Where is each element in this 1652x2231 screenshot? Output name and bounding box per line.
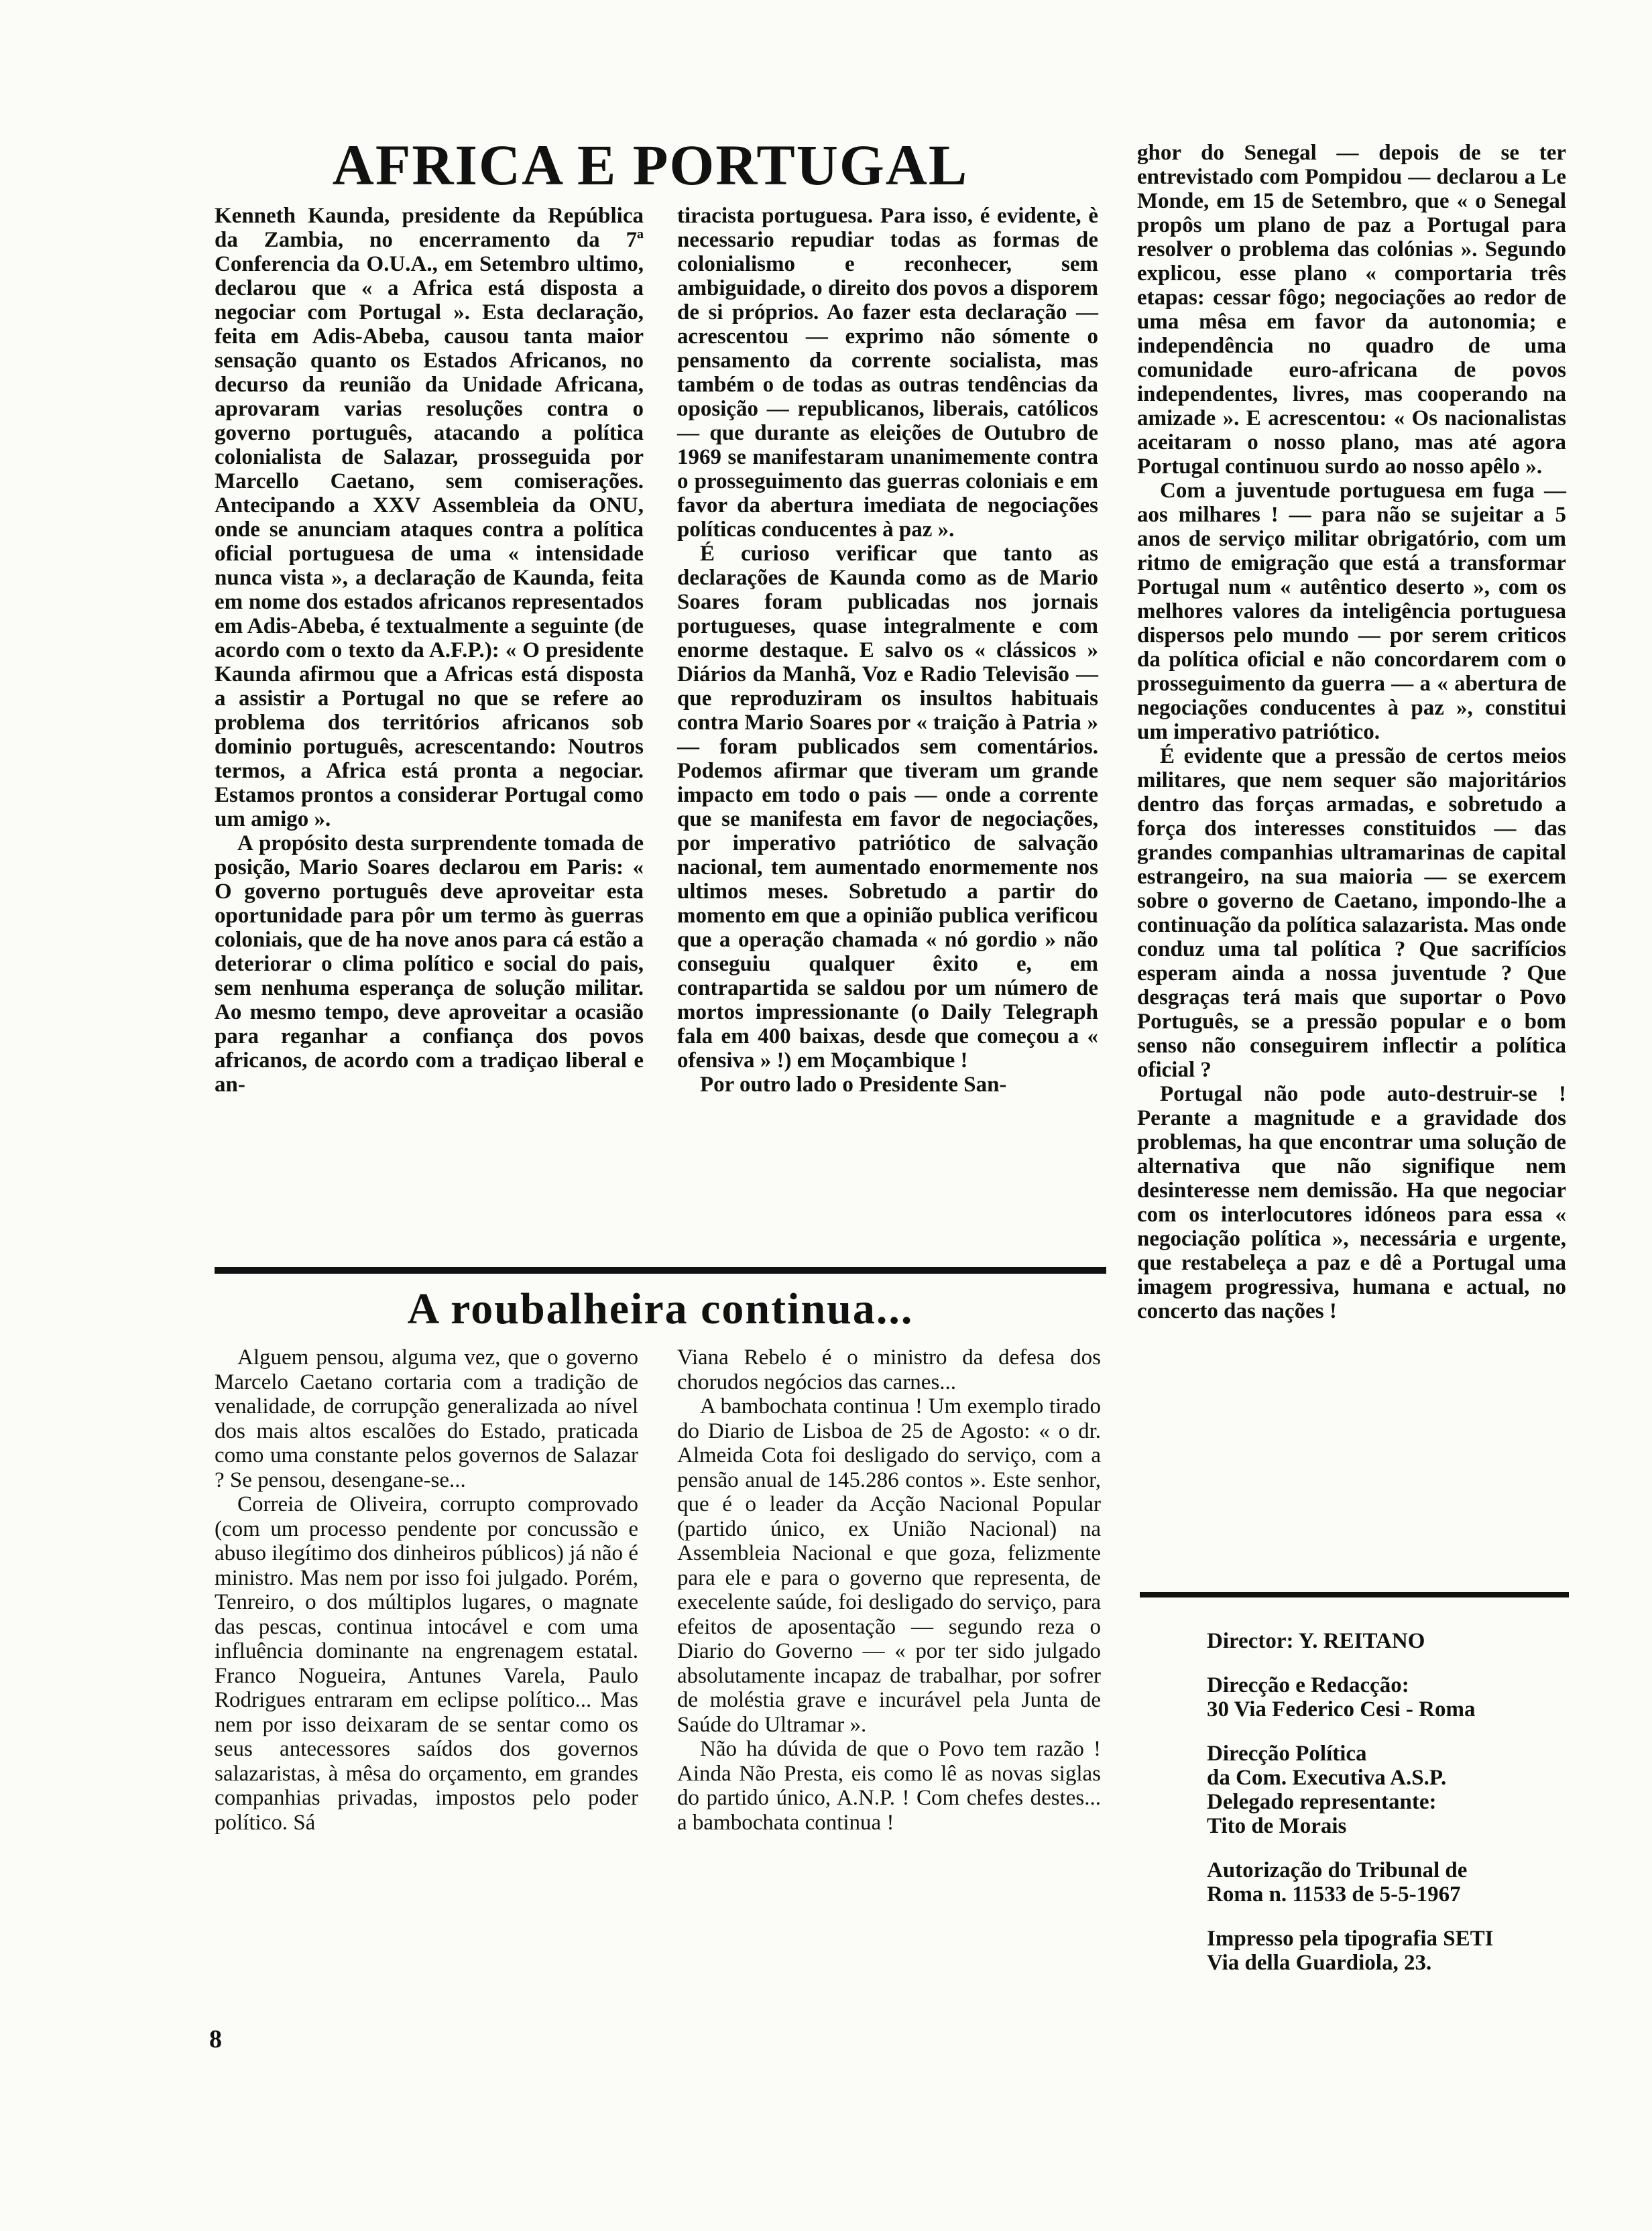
paragraph: ghor do Senegal — depois de se ter entrevistado com Pompidou — declarou a Le Monde, em 15 de Setembro, que « o Senegal propôs um plano de paz a Portugal para resolver o problema das colónias ». Segundo explicou, esse plano « comportaria três etapas: cessar fôgo; negociações ao redor de uma mêsa em favor da autonomia; e independência no quadro de uma comunidade euro-africana de povos independentes, livres, mas cooperando na amizade ». E acrescentou: « Os nacionalistas aceitaram o nosso plano, mas até agora Portugal continuou surdo ao nosso apêlo ». (1137, 141, 1566, 479)
politica-line: Direcção Política (1207, 1742, 1367, 1766)
masthead-divider (1140, 1592, 1569, 1597)
direccao-label: Direcção e Redacção: (1207, 1673, 1409, 1697)
politica-line: da Com. Executiva A.S.P. (1207, 1766, 1447, 1790)
autorizacao-line: Roma n. 11533 de 5-5-1967 (1207, 1882, 1461, 1907)
article-column-2 (677, 1345, 1101, 1835)
article-headline: AFRICA E PORTUGAL (332, 133, 969, 197)
page-number: 8 (209, 2025, 222, 2053)
paragraph: Portugal não pode auto-destruir-se ! Perante a magnitude e a gravidade dos problemas, ha que encontrar uma solução de alternativa que não signifique nem desinteresse nem demissão. Ha que negociar com os interlocutores idóneos para essa « negociação política », necessária e urgente, que restabeleça a paz e dê a Portugal uma imagem progressiva, humana e actual, no concerto das nações ! (1137, 1082, 1566, 1323)
paragraph: Com a juventude portuguesa em fuga — aos milhares ! — para não se sujeitar a 5 anos de serviço militar obrigatório, com um ritmo de emigração que está a transformar Portugal num « autêntico deserto », com os melhores valores da inteligência portuguesa dispersos pelo mundo — por serem criticos da política oficial e não concordarem com o prosseguimento da guerra — a « abertura de negociações conducentes à paz », constitui um imperativo patriótico. (1137, 479, 1566, 744)
autorizacao-line: Autorização do Tribunal de (1207, 1858, 1468, 1882)
paragraph: É evidente que a pressão de certos meios militares, que nem sequer são majoritários dentro das forças armadas, e sobretudo a força dos interesses constituidos — das grandes companhias ultramarinas de capital estrangeiro, na sua maioria — se exercem sobre o governo de Caetano, impondo-lhe a continuação da política salazarista. Mas onde conduz uma tal política ? Que sacrifícios esperam ainda a nossa juventude ? Que desgraças terá mais que suportar o Povo Português, se a pressão popular e o bom senso não conseguirem inflectir a política oficial ? (1137, 744, 1566, 1082)
paragraph: Não ha dúvida de que o Povo tem razão ! Ainda Não Presta, eis como lê as novas siglas do partido único, A.N.P. ! Com chefes destes... a bambochata continua ! (677, 1737, 1101, 1835)
paragraph: É curioso verificar que tanto as declarações de Kaunda como as de Mario Soares foram publicadas nos jornais portugueses, quase integralmente e com enorme destaque. E salvo os « clássicos » Diários da Manhã, Voz e Radio Televisão — que reproduziram os insultos habituais contra Mario Soares por « traição à Patria » — foram publicados sem comentários. Podemos afirmar que tiveram um grande impacto em todo o pais — onde a corrente que se manifesta em favor de negociações, por imperativo patriótico de salvação nacional, tem aumentado enormemente nos ultimos meses. Sobretudo a partir do momento em que a opinião publica verificou que a operação chamada « nó gordio » não conseguiu qualquer êxito e, em contrapartida se saldou por um número de mortos impressionante (o Daily Telegraph fala em 400 baixas, desde que começou a « ofensiva » !) em Moçambique ! (677, 542, 1098, 1073)
paragraph: A bambochata continua ! Um exemplo tirado do Diario de Lisboa de 25 de Agosto: « o dr. Almeida Cota foi desligado do serviço, com a pensão anual de 145.286 contos ». Este senhor, que é o leader da Acção Nacional Popular (partido único, ex União Nacional) na Assembleia Nacional e que goza, felizmente para ele e para o governo que representa, de execelente saúde, foi desligado do serviço, para efeitos de aposentação — segundo reza o Diario do Governo — « por ter sido julgado absolutamente incapaz de trabalhar, por sofrer de moléstia grave e incurável pela Junta de Saúde do Ultramar ». (677, 1394, 1101, 1737)
impresso-line: Via della Guardiola, 23. (1207, 1951, 1432, 1975)
article-column-3 (1137, 141, 1566, 1323)
paragraph: Viana Rebelo é o ministro da defesa dos chorudos negócios das carnes... (677, 1345, 1101, 1394)
paragraph: Por outro lado o Presidente San- (700, 1073, 1007, 1097)
article-column-1 (215, 1345, 638, 1835)
paragraph: A propósito desta surprendente tomada de posição, Mario Soares declarou em Paris: « O governo português deve aproveitar esta oportunidade para pôr um termo às guerras coloniais, que de ha nove anos para cá estão a deteriorar o clima político e social do pais, sem nenhuma esperança de solução militar. Ao mesmo tempo, deve aproveitar a ocasião para reganhar a confiança dos povos africanos, de acordo com a tradiçao liberal e an- (215, 831, 644, 1097)
section-divider (215, 1267, 1106, 1274)
article-column-1 (215, 204, 644, 1097)
politica-line: Tito de Morais (1207, 1814, 1347, 1838)
director-line: Director: Y. REITANO (1207, 1629, 1425, 1653)
politica-line: Delegado representante: (1207, 1790, 1437, 1814)
masthead (1207, 1629, 1582, 1995)
paragraph: Kenneth Kaunda, presidente da República da Zambia, no encerramento da 7ª Conferencia da O.U.A., em Setembro ultimo, declarou que « a Africa está disposta a negociar com Portugal ». Esta declaração, feita em Adis-Abeba, causou tanta maior sensação quanto os Estados Africanos, no decurso da reunião da Unidade Africana, aprovaram varias resoluções contra o governo português, atacando a política colonialista de Salazar, prosseguida por Marcello Caetano, sem comiserações. Antecipando a XXV Assembleia da ONU, onde se anunciam ataques contra a política oficial portuguesa de uma « intensidade nunca vista », a declaração de Kaunda, feita em nome dos estados africanos representados em Adis-Abeba, é textualmente a seguinte (de acordo com o texto da A.F.P.): « O presidente Kaunda afirmou que a Africas está disposta a assistir a Portugal no que se refere ao problema dos territórios africanos sob dominio português, acrescentando: Noutros termos, a Africa está pronta a negociar. Estamos prontos a considerar Portugal como um amigo ». (215, 204, 644, 831)
direccao-address: 30 Via Federico Cesi - Roma (1207, 1697, 1476, 1722)
article-column-2 (677, 204, 1098, 1097)
impresso-line: Impresso pela tipografia SETI (1207, 1927, 1494, 1951)
paragraph: Correia de Oliveira, corrupto comprovado (com um processo pendente por concussão e abuso ilegítimo dos dinheiros públicos) já não é ministro. Mas nem por isso foi julgado. Porém, Tenreiro, o dos múltiplos lugares, o magnate das pescas, continua intocável e com uma influência dominante na engrenagem estatal. Franco Nogueira, Antunes Varela, Paulo Rodrigues entraram em eclipse político... Mas nem por isso deixaram de se sentar como os seus antecessores saídos dos governos salazaristas, à mêsa do orçamento, em grandes companhias privadas, impostos pelo poder político. Sá (215, 1492, 638, 1835)
article-headline: A roubalheira continua... (407, 1284, 914, 1333)
paragraph: tiracista portuguesa. Para isso, é evidente, è necessario repudiar todas as formas de colonialismo e reconhecer, sem ambiguidade, o direito dos povos a disporem de si próprios. Ao fazer esta declaração — acrescentou — exprimo não sómente o pensamento da corrente socialista, mas também o de todas as outras tendências da oposição — republicanos, liberais, católicos — que durante as eleições de Outubro de 1969 se manifestaram unanimemente contra o prosseguimento das guerras coloniais e em favor da abertura imediata de negociações políticas conducentes à paz ». (677, 204, 1098, 542)
paragraph: Alguem pensou, alguma vez, que o governo Marcelo Caetano cortaria com a tradição de venalidade, de corrupção generalizada ao nível dos mais altos escalões do Estado, praticada como uma constante pelos governos de Salazar ? Se pensou, desengane-se... (215, 1345, 638, 1492)
